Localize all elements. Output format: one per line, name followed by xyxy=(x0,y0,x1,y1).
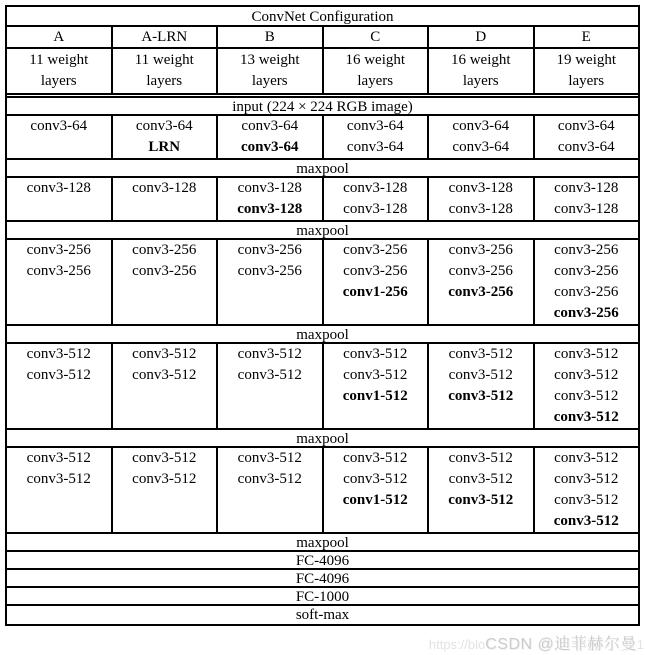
layer-label: conv3-512 xyxy=(26,346,91,362)
layer-label: conv3-128 xyxy=(448,201,513,217)
config-a-block512a xyxy=(7,344,111,428)
conv-block-256 xyxy=(7,240,638,326)
config-c-block512a xyxy=(322,344,428,428)
config-a-block64 xyxy=(7,116,111,158)
layer-label: conv3-64 xyxy=(241,139,299,155)
config-d-block512a xyxy=(427,344,533,428)
fc-label: FC-4096 xyxy=(295,553,350,569)
layer-label: conv3-64 xyxy=(346,118,404,134)
layer-label: conv3-128 xyxy=(237,201,303,217)
layer-label: conv3-512 xyxy=(343,367,408,383)
layer-label: conv3-256 xyxy=(554,284,619,300)
layer-label: conv3-256 xyxy=(132,263,197,279)
layer-label: conv3-512 xyxy=(554,492,619,508)
layer-label: conv3-512 xyxy=(237,367,302,383)
conv-block-64 xyxy=(7,116,638,160)
layer-label: conv3-512 xyxy=(237,471,302,487)
table-title: ConvNet Configuration xyxy=(251,9,394,25)
conv-block-512-2 xyxy=(7,448,638,534)
config-c-block512b xyxy=(322,448,428,532)
layer-label: conv3-512 xyxy=(237,346,302,362)
config-d-block64 xyxy=(427,116,533,158)
config-e-block64 xyxy=(533,116,639,158)
input-label: input (224 × 224 RGB image) xyxy=(232,99,413,115)
config-c-block64 xyxy=(322,116,428,158)
layer-label: conv3-512 xyxy=(132,367,197,383)
layer-label: conv3-512 xyxy=(132,450,197,466)
layer-label: conv3-128 xyxy=(26,180,91,196)
softmax-label: soft-max xyxy=(295,607,350,623)
layer-label: conv3-512 xyxy=(554,367,619,383)
config-a-block256 xyxy=(7,240,111,324)
fc-row-2 xyxy=(7,570,638,588)
layer-label: conv3-256 xyxy=(343,263,408,279)
layer-label: conv3-512 xyxy=(448,492,514,508)
layer-label: conv3-512 xyxy=(448,471,513,487)
layer-label: conv3-64 xyxy=(30,118,88,134)
layer-label: conv3-512 xyxy=(553,409,619,425)
config-e-block256 xyxy=(533,240,639,324)
maxpool-label: maxpool xyxy=(296,223,349,239)
config-b-block512a xyxy=(216,344,322,428)
col-header-d: D xyxy=(427,27,533,47)
layer-label: LRN xyxy=(148,139,181,155)
maxpool-row xyxy=(7,326,638,344)
layer-label: conv3-256 xyxy=(553,305,619,321)
layer-label: conv3-512 xyxy=(553,513,619,529)
conv-block-512-1 xyxy=(7,344,638,430)
maxpool-label: maxpool xyxy=(296,327,349,343)
layer-label: conv3-128 xyxy=(448,180,513,196)
depth-c: 16 weight layers xyxy=(322,49,428,93)
layer-label: conv3-64 xyxy=(557,139,615,155)
config-d-block512b xyxy=(427,448,533,532)
config-e-block512b xyxy=(533,448,639,532)
config-a-lrn-block512b xyxy=(111,448,217,532)
layer-label: conv3-64 xyxy=(452,139,510,155)
layer-label: conv3-128 xyxy=(343,201,408,217)
config-a-lrn-block128 xyxy=(111,178,217,220)
layer-label: conv3-512 xyxy=(554,388,619,404)
layer-label: conv3-128 xyxy=(132,180,197,196)
weight-layers-row xyxy=(7,49,638,95)
layer-label: conv3-128 xyxy=(554,201,619,217)
maxpool-row xyxy=(7,222,638,240)
depth-a-lrn: 11 weight layers xyxy=(111,49,217,93)
col-header-a-lrn: A-LRN xyxy=(111,27,217,47)
col-header-a: A xyxy=(53,29,65,45)
config-a-block128 xyxy=(7,178,111,220)
layer-label: conv3-64 xyxy=(557,118,615,134)
layer-label: conv3-512 xyxy=(554,471,619,487)
input-row xyxy=(7,98,638,116)
layer-label: conv3-256 xyxy=(132,242,197,258)
config-c-block128 xyxy=(322,178,428,220)
maxpool-label: maxpool xyxy=(296,161,349,177)
watermark-url-text: https://blo xyxy=(428,637,486,652)
col-header-c: C xyxy=(322,27,428,47)
layer-label: conv3-256 xyxy=(554,263,619,279)
layer-label: conv3-512 xyxy=(448,346,513,362)
layer-label: conv3-256 xyxy=(26,263,91,279)
convnet-configuration-table xyxy=(5,5,640,626)
config-a-lrn-block512a xyxy=(111,344,217,428)
layer-label: conv3-512 xyxy=(237,450,302,466)
layer-label: conv3-256 xyxy=(448,263,513,279)
watermark-trailing-text: 1 xyxy=(636,637,644,652)
config-d-block256 xyxy=(427,240,533,324)
depth-d: 16 weight layers xyxy=(427,49,533,93)
watermark-brand-text: CSDN @迪菲赫尔曼 xyxy=(485,636,637,653)
layer-label: conv3-64 xyxy=(241,118,299,134)
maxpool-row xyxy=(7,430,638,448)
layer-label: conv3-256 xyxy=(554,242,619,258)
maxpool-row xyxy=(7,160,638,178)
layer-label: conv3-128 xyxy=(554,180,619,196)
fc-label: FC-4096 xyxy=(295,571,350,587)
layer-label: conv1-512 xyxy=(342,388,408,404)
layer-label: conv3-512 xyxy=(132,346,197,362)
fc-label: FC-1000 xyxy=(295,589,350,605)
layer-label: conv3-64 xyxy=(452,118,510,134)
layer-label: conv3-256 xyxy=(237,263,302,279)
fc-row-1 xyxy=(7,552,638,570)
layer-label: conv3-64 xyxy=(346,139,404,155)
layer-label: conv3-512 xyxy=(26,471,91,487)
maxpool-label: maxpool xyxy=(296,535,349,551)
layer-label: conv3-512 xyxy=(26,367,91,383)
column-letters-row xyxy=(7,27,638,49)
layer-label: conv3-512 xyxy=(26,450,91,466)
layer-label: conv3-128 xyxy=(343,180,408,196)
layer-label: conv3-256 xyxy=(448,284,514,300)
layer-label: conv3-512 xyxy=(554,346,619,362)
config-d-block128 xyxy=(427,178,533,220)
layer-label: conv3-64 xyxy=(135,118,193,134)
config-b-block128 xyxy=(216,178,322,220)
table-title-row xyxy=(7,7,638,27)
config-b-block512b xyxy=(216,448,322,532)
depth-b: 13 weight layers xyxy=(216,49,322,93)
conv-block-128 xyxy=(7,178,638,222)
layer-label: conv3-512 xyxy=(554,450,619,466)
layer-label: conv3-512 xyxy=(132,471,197,487)
layer-label: conv3-512 xyxy=(343,450,408,466)
maxpool-label: maxpool xyxy=(296,431,349,447)
depth-e: 19 weight layers xyxy=(533,49,639,93)
maxpool-row xyxy=(7,534,638,552)
config-b-block64 xyxy=(216,116,322,158)
layer-label: conv3-512 xyxy=(448,367,513,383)
config-b-block256 xyxy=(216,240,322,324)
layer-label: conv3-512 xyxy=(448,450,513,466)
config-a-lrn-block64 xyxy=(111,116,217,158)
config-e-block128 xyxy=(533,178,639,220)
layer-label: conv1-512 xyxy=(342,492,408,508)
watermark xyxy=(429,631,644,654)
config-e-block512a xyxy=(533,344,639,428)
fc-row-3 xyxy=(7,588,638,606)
config-c-block256 xyxy=(322,240,428,324)
softmax-row xyxy=(7,606,638,624)
layer-label: conv1-256 xyxy=(342,284,408,300)
layer-label: conv3-512 xyxy=(343,346,408,362)
col-header-b: B xyxy=(216,27,322,47)
config-a-block512b xyxy=(7,448,111,532)
config-a-lrn-block256 xyxy=(111,240,217,324)
layer-label: conv3-512 xyxy=(448,388,514,404)
layer-label: conv3-256 xyxy=(448,242,513,258)
layer-label: conv3-256 xyxy=(26,242,91,258)
col-header-e: E xyxy=(533,27,639,47)
layer-label: conv3-128 xyxy=(237,180,302,196)
depth-a: 11 weight layers xyxy=(29,52,89,89)
layer-label: conv3-512 xyxy=(343,471,408,487)
layer-label: conv3-256 xyxy=(237,242,302,258)
layer-label: conv3-256 xyxy=(343,242,408,258)
